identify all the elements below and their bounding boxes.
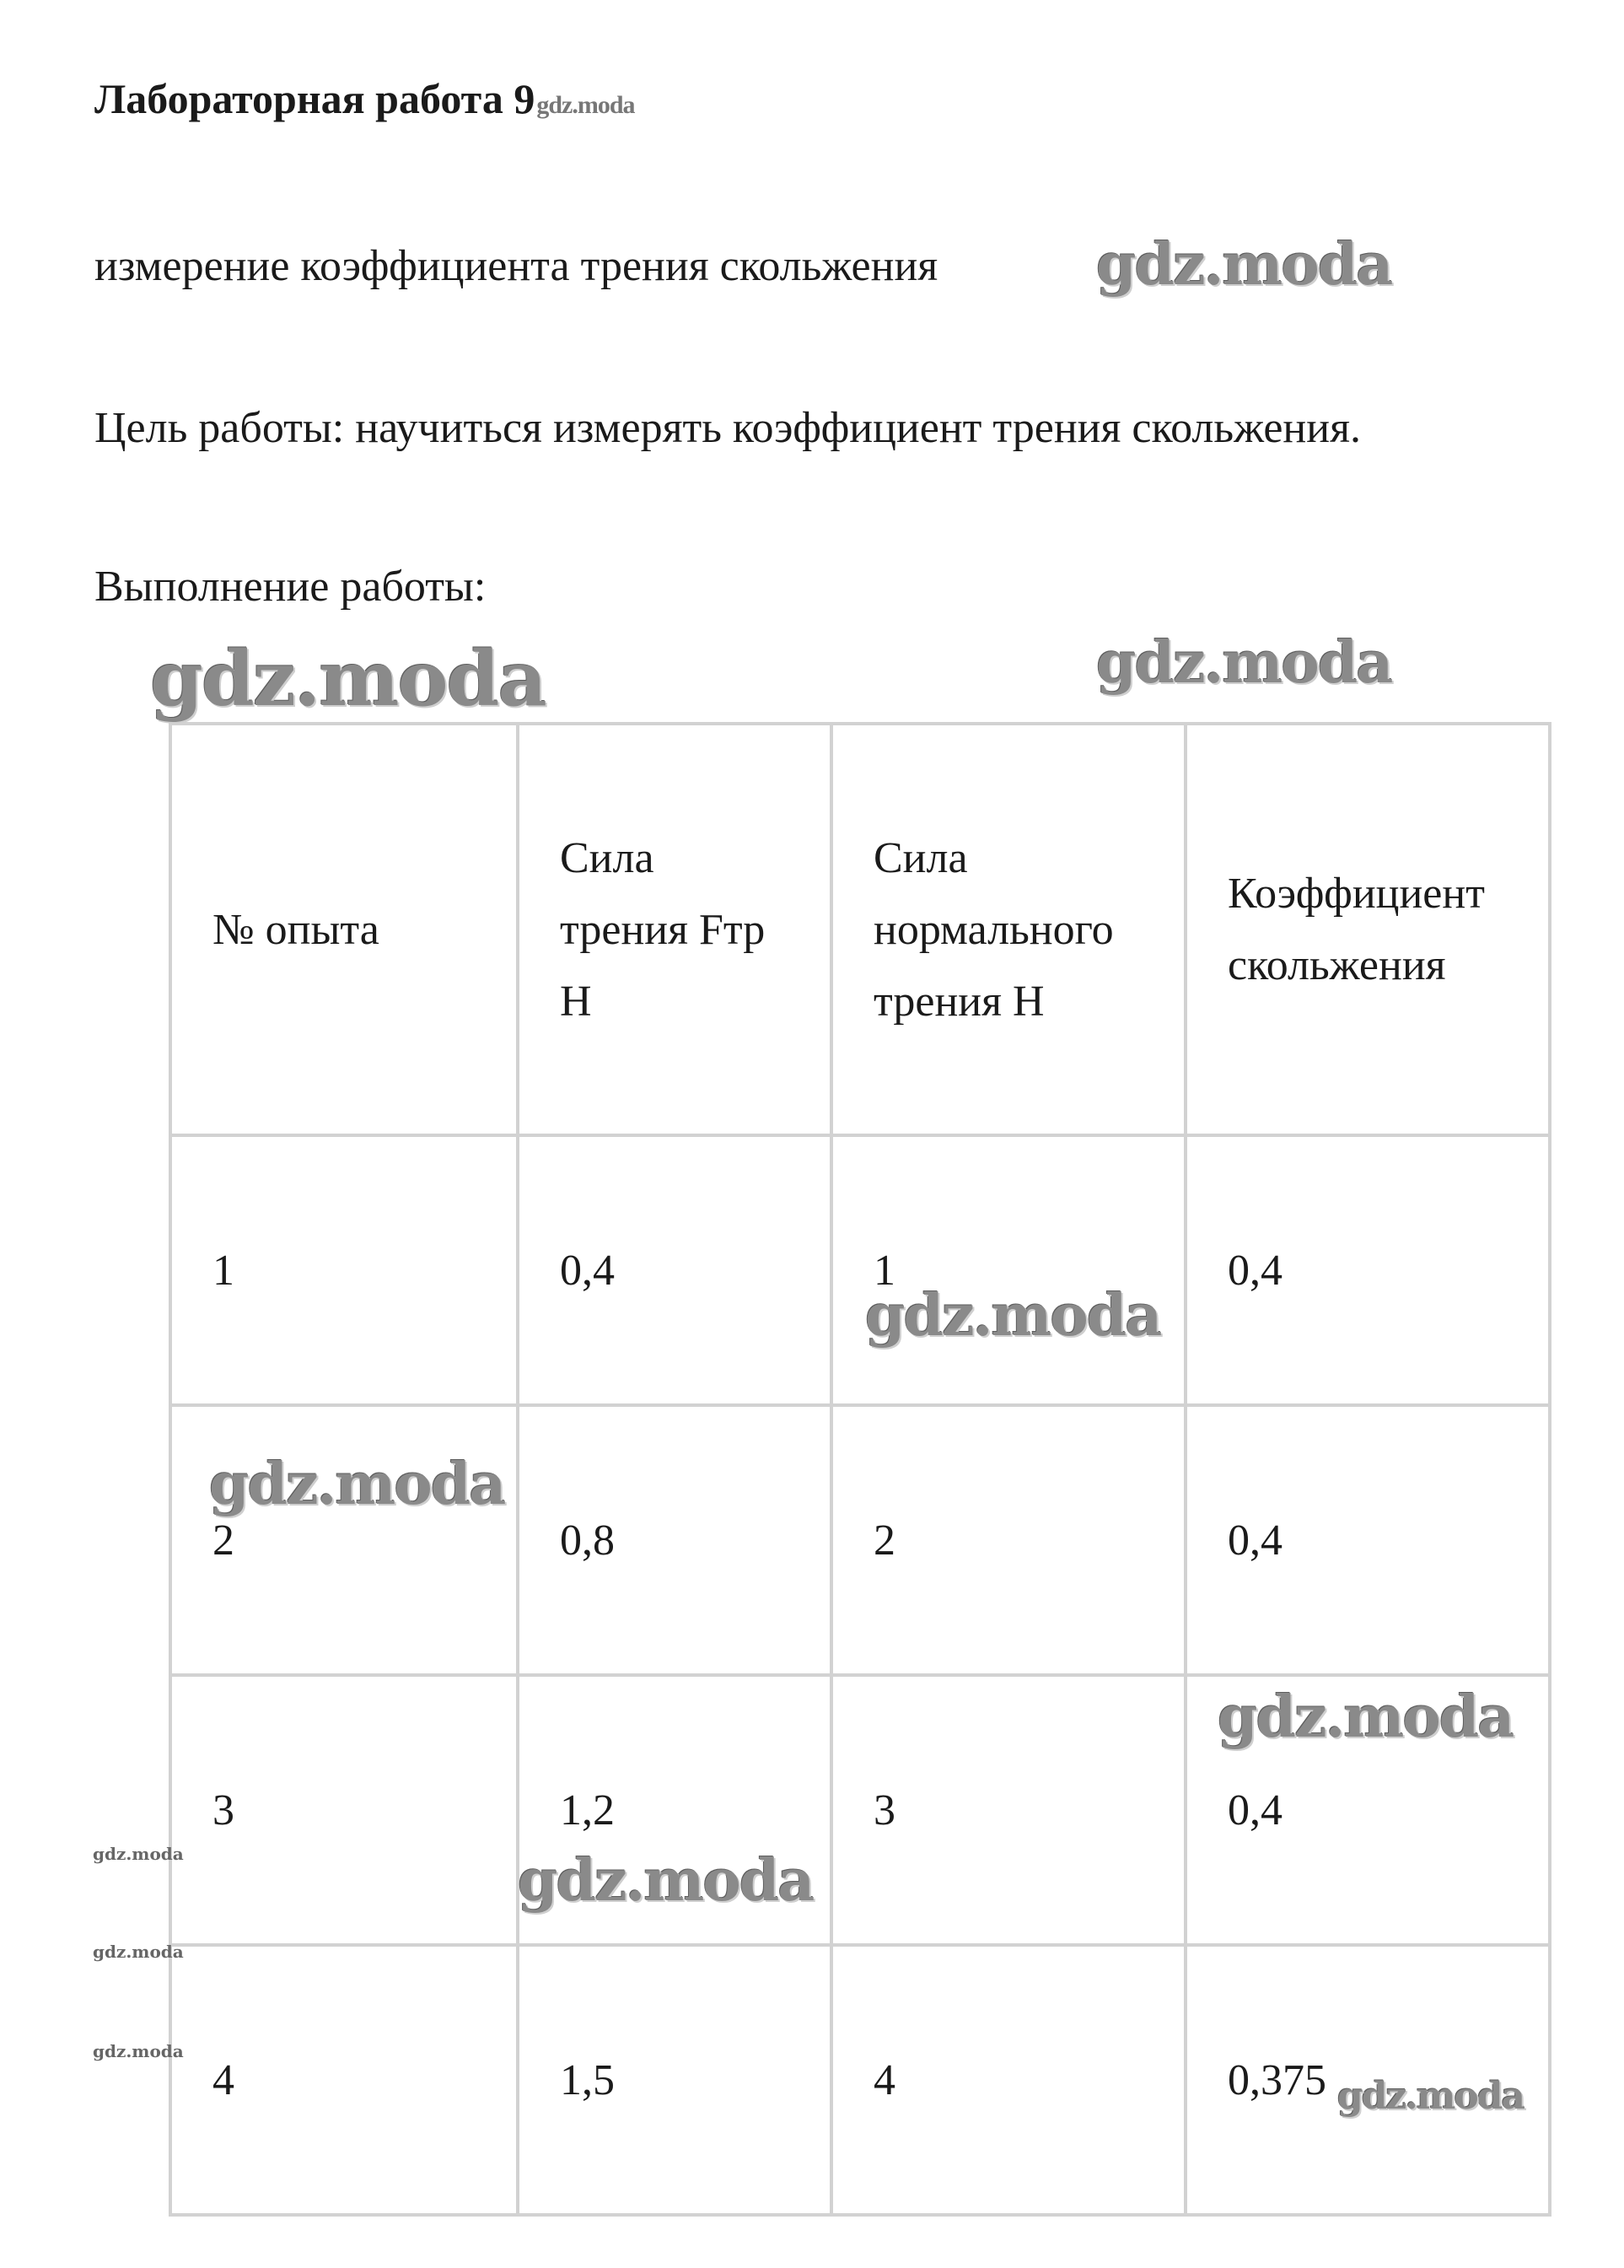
table-cell: 4 — [831, 1945, 1186, 2215]
header-line: трения Fтр — [560, 905, 766, 954]
table-cell: 1,5 — [518, 1945, 831, 2215]
watermark: gdz.moda — [93, 2041, 184, 2061]
page-title — [94, 75, 635, 122]
header-line: Сила — [874, 833, 968, 882]
table-cell: 2 — [831, 1405, 1186, 1675]
table-row — [170, 1135, 1550, 1405]
execution-heading: Выполнение работы: — [94, 563, 487, 611]
table-header-row — [170, 724, 1550, 1135]
header-line: Н — [560, 977, 592, 1026]
watermark: gdz.moda — [209, 1451, 505, 1518]
table-cell: 0,375 — [1186, 1945, 1550, 2215]
watermark: gdz.moda — [1218, 1683, 1514, 1751]
header-cell — [831, 724, 1186, 1135]
watermark: gdz.moda — [865, 1282, 1161, 1349]
header-line: № опыта — [212, 905, 379, 954]
table-row — [170, 1405, 1550, 1675]
header-line: Коэффициент — [1228, 870, 1485, 918]
header-cell — [1186, 724, 1550, 1135]
watermark: gdz.moda — [518, 1847, 814, 1915]
topic-line: измерение коэффициента трения скольжения — [94, 242, 938, 290]
watermark: gdz.moda — [93, 1844, 184, 1864]
table-cell: 3 — [170, 1675, 518, 1945]
goal-line: Цель работы: научиться измерять коэффициент трения скольжения. — [94, 404, 1361, 452]
title-watermark: gdz.moda — [536, 91, 635, 119]
table-cell: 0,4 — [1186, 1135, 1550, 1405]
header-line: Сила — [560, 833, 654, 882]
header-cell — [170, 724, 518, 1135]
table-cell: 0,4 — [518, 1135, 831, 1405]
header-cell — [518, 724, 831, 1135]
header-line: нормального — [874, 905, 1114, 954]
table-cell: 2 — [170, 1405, 518, 1675]
watermark: gdz.moda — [93, 1942, 184, 1962]
page-title-text: Лабораторная работа 9 — [94, 75, 535, 122]
table-cell: 1 — [831, 1135, 1186, 1405]
table-cell: 4 — [170, 1945, 518, 2215]
table-cell: 1 — [170, 1135, 518, 1405]
table-cell: 3 — [831, 1675, 1186, 1945]
table-cell: 1,2 — [518, 1675, 831, 1945]
watermark: gdz.moda — [1096, 629, 1392, 697]
table-cell: 0,4 — [1186, 1405, 1550, 1675]
watermark: gdz.moda — [150, 634, 546, 724]
header-line: скольжения — [1228, 941, 1446, 989]
watermark: gdz.moda — [1096, 231, 1392, 299]
watermark: gdz.moda — [1337, 2075, 1525, 2118]
table-cell: 0,8 — [518, 1405, 831, 1675]
table-cell: 0,4 — [1186, 1675, 1550, 1945]
header-line: трения Н — [874, 977, 1045, 1026]
